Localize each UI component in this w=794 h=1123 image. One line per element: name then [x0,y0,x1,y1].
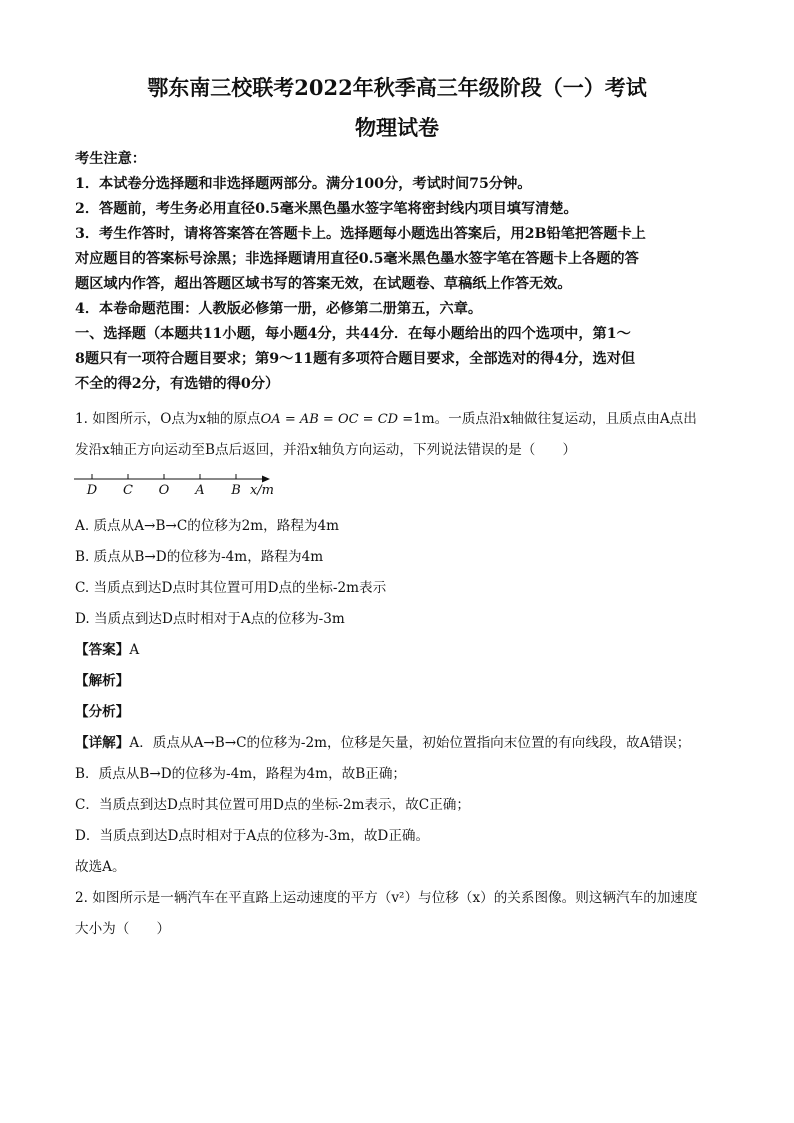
q1-stem-end: 1m。一质点沿x轴做往复运动，且质点由A点出 [413,411,697,427]
axis-unit: x/m [249,483,275,498]
notice-item-3-cont2: 题区域内作答，超出答题区域书写的答案无效，在试题卷、草稿纸上作答无效。 [75,276,572,292]
analysis-label: 【解析】 [75,673,130,689]
q1-axis-figure [72,470,292,500]
q1-detail-c: C．当质点到达D点时其位置可用D点的坐标-2m表示，故C正确； [75,797,470,813]
q1-stem-math: OA = AB = OC = CD = [260,412,414,427]
q2-stem-line2: 大小为（ ） [75,921,171,937]
axis-arrow [262,476,270,483]
notice-item-1: 1．本试卷分选择题和非选择题两部分。满分100分，考试时间75分钟。 [75,176,532,192]
axis-label-d: D [86,483,98,498]
q1-answer [75,638,725,658]
q1-option-b: B. 质点从B→D的位移为-4m，路程为4m [75,549,324,565]
q1-detail-a [75,731,725,751]
q2-stem: 2. 如图所示是一辆汽车在平直路上运动速度的平方（v²）与位移（x）的关系图像。则这辆汽车的加速度 [75,890,698,906]
answer-label: 【答案】 [75,642,130,658]
answer-value: A [129,642,140,658]
subject-title: 物理试卷 [355,115,439,140]
q1-stem-start: 1. 如图所示，O点为x轴的原点 [75,411,261,427]
axis-ticks [92,474,236,479]
detail-line-a: A．质点从A→B→C的位移为-2m，位移是矢量，初始位置指向末位置的有向线段，故A错误； [129,735,691,751]
section-heading: 一、选择题（本题共11小题，每小题4分，共44分．在每小题给出的四个选项中，第1～ [75,326,631,342]
fenxi-label: 【分析】 [75,704,130,720]
q1-detail-b: B．质点从B→D的位移为-4m，路程为4m，故B正确； [75,766,407,782]
q1-stem-line2: 发沿x轴正方向运动至B点后返回，并沿x轴负方向运动，下列说法错误的是（ ） [75,442,577,458]
axis-label-b: B [231,483,241,498]
axis-label-o: O [158,483,170,498]
q1-conclusion: 故选A。 [75,859,126,875]
notice-item-2: 2．答题前，考生务必用直径0.5毫米黑色墨水签字笔将密封线内项目填写清楚。 [75,201,578,217]
exam-title: 鄂东南三校联考2022年秋季高三年级阶段（一）考试 [147,75,647,100]
q1-option-d: D. 当质点到达D点时相对于A点的位移为-3m [75,611,345,627]
notice-item-4: 4．本卷命题范围：人教版必修第一册，必修第二册第五，六章。 [75,301,483,317]
axis-label-a: A [195,483,205,498]
q1-option-a: A. 质点从A→B→C的位移为2m，路程为4m [75,518,340,534]
notice-item-3: 3．考生作答时，请将答案答在答题卡上。选择题每小题选出答案后，用2B铅笔把答题卡上 [75,226,646,242]
q1-detail-d: D．当质点到达D点时相对于A点的位移为-3m，故D正确。 [75,828,430,844]
detail-label: 【详解】 [75,735,130,751]
notice-heading: 考生注意： [75,151,146,167]
section-heading-cont2: 不全的得2分，有选错的得0分） [75,376,280,392]
notice-item-3-cont: 对应题目的答案标号涂黑；非选择题请用直径0.5毫米黑色墨水签字笔在答题卡上各题的答 [75,251,639,267]
q1-stem [75,407,725,427]
section-heading-cont: 8题只有一项符合题目要求；第9～11题有多项符合题目要求，全部选对的得4分，选对但 [75,351,636,367]
q1-option-c: C. 当质点到达D点时其位置可用D点的坐标-2m表示 [75,580,387,596]
axis-label-c: C [123,483,133,498]
